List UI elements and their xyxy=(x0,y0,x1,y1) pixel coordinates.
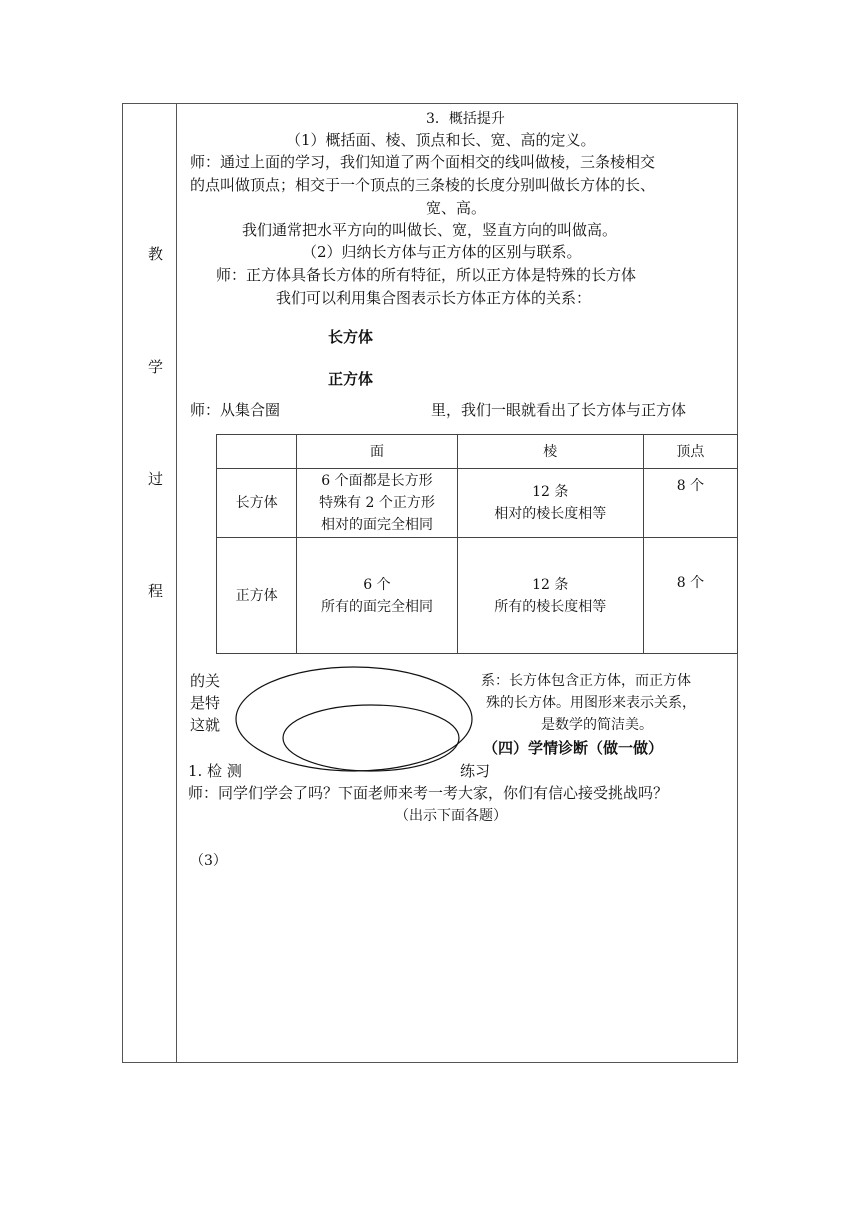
edge-line: 12 条 xyxy=(532,576,569,593)
teacher-text-1d: 我们通常把水平方向的叫做长、宽，竖直方向的叫做高。 xyxy=(242,221,618,239)
row-name-cuboid: 长方体 xyxy=(217,469,297,538)
face-line: 特殊有 2 个正方形 xyxy=(319,495,435,511)
section-4-title: （四）学情诊断（做一做） xyxy=(483,739,664,757)
table-row xyxy=(217,538,738,654)
cell-face-cuboid xyxy=(297,469,457,538)
check-label-right: 练习 xyxy=(460,762,491,780)
face-line: 所有的面完全相同 xyxy=(320,598,433,615)
cell-vertex-cuboid: 8 个 xyxy=(643,469,737,538)
teacher-text-3-right: 里，我们一眼就看出了长方体与正方体 xyxy=(431,401,687,419)
cell-edge-cube xyxy=(457,538,643,654)
side-label-4: 程 xyxy=(148,582,164,600)
comparison-table xyxy=(216,434,738,654)
teacher-text-1c: 宽、高。 xyxy=(426,199,487,217)
side-label-1: 教 xyxy=(148,245,164,263)
teacher-text-3-left: 师：从集合圈 xyxy=(190,401,281,419)
relation-left-1: 的关 xyxy=(190,672,221,690)
subheading-1: （1）概括面、棱、顶点和长、宽、高的定义。 xyxy=(286,131,596,149)
vertex-count: 8 个 xyxy=(676,575,705,591)
column-divider xyxy=(176,103,177,1063)
table-row xyxy=(217,469,738,538)
cell-face-cube xyxy=(297,538,457,654)
relation-left-2: 是特 xyxy=(190,694,221,712)
teacher-text-2a: 师：正方体具备长方体的所有特征，所以正方体是特殊的长方体 xyxy=(216,266,637,284)
check-label-left: 1. 检 测 xyxy=(188,762,242,780)
relation-right-2: 殊的长方体。用图形来表示关系， xyxy=(486,695,696,711)
header-cell-face: 面 xyxy=(297,435,457,469)
header-cell-edge: 棱 xyxy=(457,435,643,469)
set-label-cuboid: 长方体 xyxy=(328,328,374,346)
edge-line: 12 条 xyxy=(532,484,569,500)
header-cell-empty xyxy=(217,435,297,469)
teacher-text-1b: 的点叫做顶点；相交于一个顶点的三条棱的长度分别叫做长方体的长、 xyxy=(190,176,656,194)
relation-right-3: 是数学的简洁美。 xyxy=(541,717,653,733)
edge-line: 相对的棱长度相等 xyxy=(494,506,607,522)
edge-line: 所有的棱长度相等 xyxy=(494,598,607,615)
item-3-label: （3） xyxy=(190,853,227,869)
row-name-cube: 正方体 xyxy=(217,538,297,654)
relation-left-3: 这就 xyxy=(190,716,221,734)
face-line: 相对的面完全相同 xyxy=(320,517,433,533)
inner-ellipse xyxy=(283,705,459,771)
table-header-row xyxy=(217,435,738,469)
subheading-2: （2）归纳长方体与正方体的区别与联系。 xyxy=(302,243,582,261)
face-line: 6 个面都是长方形 xyxy=(321,473,433,489)
show-items-note: （出示下面各题） xyxy=(395,808,507,824)
set-diagram xyxy=(232,664,478,776)
cell-vertex-cube xyxy=(643,538,737,654)
relation-right-1: 系：长方体包含正方体，而正方体 xyxy=(481,673,691,689)
teacher-text-1a: 师：通过上面的学习，我们知道了两个面相交的线叫做棱，三条棱相交 xyxy=(190,153,656,171)
side-label-3: 过 xyxy=(148,470,164,488)
outer-ellipse xyxy=(236,667,472,771)
header-cell-vertex: 顶点 xyxy=(643,435,737,469)
teacher-text-4: 师：同学们学会了吗？下面老师来考一考大家，你们有信心接受挑战吗？ xyxy=(188,784,669,802)
section-3-title: 3．概括提升 xyxy=(426,111,505,127)
face-line: 6 个 xyxy=(363,576,391,593)
set-label-cube: 正方体 xyxy=(328,370,374,388)
teacher-text-2b: 我们可以利用集合图表示长方体正方体的关系： xyxy=(276,289,592,307)
cell-edge-cuboid xyxy=(457,469,643,538)
side-label-2: 学 xyxy=(148,358,164,376)
